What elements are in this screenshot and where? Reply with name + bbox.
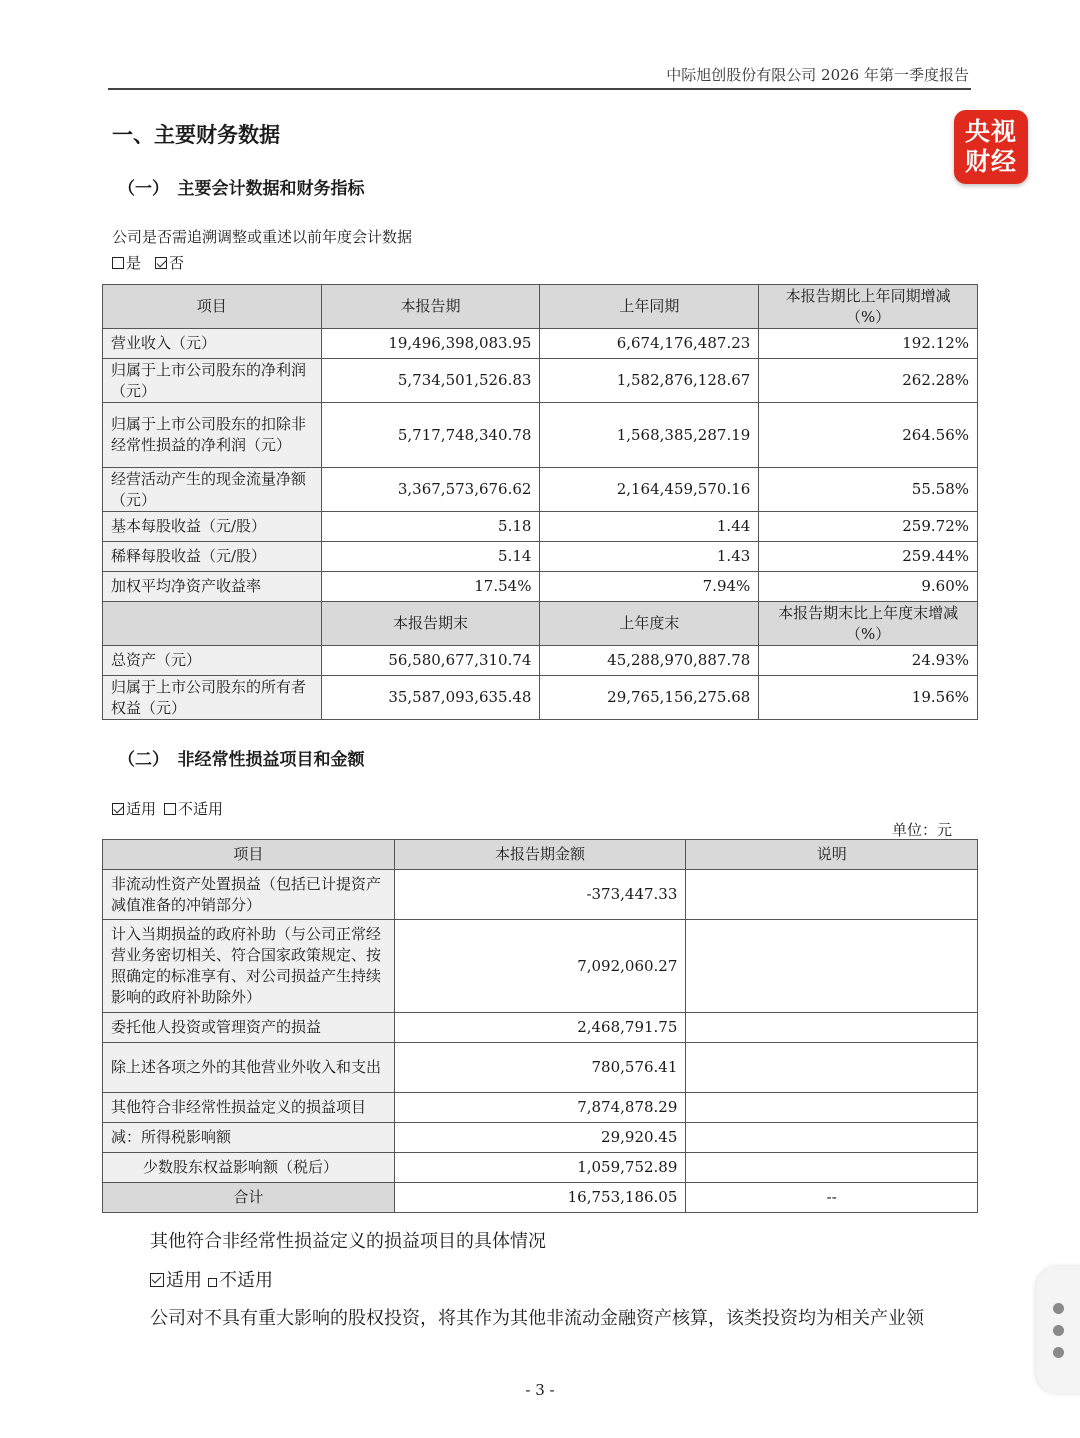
more-dot-icon xyxy=(1053,1303,1064,1314)
other-items-title: 其他符合非经常性损益定义的损益项目的具体情况 xyxy=(150,1231,546,1252)
item-note xyxy=(686,1013,978,1043)
prior-value: 7.94% xyxy=(540,572,759,602)
row-label: 加权平均净资产收益率 xyxy=(103,572,322,602)
checkbox-checked-icon xyxy=(150,1273,164,1287)
change-value: 55.58% xyxy=(759,468,978,512)
current-value: 35,587,093,635.48 xyxy=(321,676,540,720)
prior-value: 45,288,970,887.78 xyxy=(540,646,759,676)
table-row xyxy=(103,870,978,920)
item-label: 计入当期损益的政府补助（与公司正常经营业务密切相关、符合国家政策规定、按照确定的标准享有、对公司损益产生持续影响的政府补助除外） xyxy=(103,920,395,1013)
checkbox-unchecked-icon xyxy=(112,257,124,269)
table-row xyxy=(103,572,978,602)
applicability-options xyxy=(112,798,223,819)
option-yes-label: 是 xyxy=(126,254,142,272)
item-label: 其他符合非经常性损益定义的损益项目 xyxy=(103,1093,395,1123)
table-subheader-row xyxy=(103,602,978,646)
row-label: 归属于上市公司股东的净利润（元） xyxy=(103,359,322,403)
change-value: 262.28% xyxy=(759,359,978,403)
logo-line-1: 央视 xyxy=(964,117,1017,146)
item-label: 除上述各项之外的其他营业外收入和支出 xyxy=(103,1043,395,1093)
item-amount: 780,576.41 xyxy=(394,1043,686,1093)
current-value: 5,717,748,340.78 xyxy=(321,403,540,468)
table-row xyxy=(103,1123,978,1153)
checkbox-unchecked-icon xyxy=(164,803,176,815)
more-dot-icon xyxy=(1053,1347,1064,1358)
page-number: - 3 - xyxy=(525,1381,555,1399)
table-header-cell: 本报告期 xyxy=(321,285,540,329)
table-header-row xyxy=(103,840,978,870)
table-row xyxy=(103,542,978,572)
prior-value: 29,765,156,275.68 xyxy=(540,676,759,720)
change-value: 259.44% xyxy=(759,542,978,572)
table-row xyxy=(103,646,978,676)
row-label: 基本每股收益（元/股） xyxy=(103,512,322,542)
row-label: 经营活动产生的现金流量净额（元） xyxy=(103,468,322,512)
prior-value: 1.44 xyxy=(540,512,759,542)
table-row xyxy=(103,920,978,1013)
cctv-finance-logo xyxy=(954,110,1028,184)
table-header-cell: 本报告期末 xyxy=(321,602,540,646)
current-value: 5.18 xyxy=(321,512,540,542)
logo-line-2: 财经 xyxy=(964,147,1017,176)
current-value: 19,496,398,083.95 xyxy=(321,329,540,359)
table-row xyxy=(103,329,978,359)
change-value: 9.60% xyxy=(759,572,978,602)
table-row xyxy=(103,403,978,468)
prior-value: 1.43 xyxy=(540,542,759,572)
item-amount: -373,447.33 xyxy=(394,870,686,920)
more-dot-icon xyxy=(1053,1325,1064,1336)
item-amount: 7,092,060.27 xyxy=(394,920,686,1013)
change-value: 19.56% xyxy=(759,676,978,720)
total-amount: 16,753,186.05 xyxy=(394,1183,686,1213)
table-total-row xyxy=(103,1183,978,1213)
prior-value: 2,164,459,570.16 xyxy=(540,468,759,512)
subsection-heading-1: （一） 主要会计数据和财务指标 xyxy=(118,179,365,199)
item-note xyxy=(686,1093,978,1123)
option-applicable-label: 适用 xyxy=(166,1270,202,1291)
prior-value: 1,568,385,287.19 xyxy=(540,403,759,468)
current-value: 5,734,501,526.83 xyxy=(321,359,540,403)
table-header-cell: 项目 xyxy=(103,840,395,870)
item-label: 少数股东权益影响额（税后） xyxy=(103,1153,395,1183)
item-amount: 1,059,752.89 xyxy=(394,1153,686,1183)
change-value: 24.93% xyxy=(759,646,978,676)
item-note xyxy=(686,1123,978,1153)
item-note xyxy=(686,920,978,1013)
total-note: -- xyxy=(686,1183,978,1213)
table-header-cell: 本报告期比上年同期增减（%） xyxy=(759,285,978,329)
change-value: 259.72% xyxy=(759,512,978,542)
table-header-row xyxy=(103,285,978,329)
row-label: 营业收入（元） xyxy=(103,329,322,359)
table-header-cell-empty xyxy=(103,602,322,646)
table-header-cell: 说明 xyxy=(686,840,978,870)
restatement-options xyxy=(112,252,184,273)
change-value: 192.12% xyxy=(759,329,978,359)
item-label: 委托他人投资或管理资产的损益 xyxy=(103,1013,395,1043)
side-menu-handle[interactable] xyxy=(1036,1266,1080,1394)
current-value: 5.14 xyxy=(321,542,540,572)
table-header-cell: 本报告期末比上年度末增减（%） xyxy=(759,602,978,646)
other-items-paragraph: 公司对不具有重大影响的股权投资，将其作为其他非流动金融资产核算，该类投资均为相关产业领 xyxy=(150,1308,924,1329)
option-not-applicable-label: 不适用 xyxy=(219,1270,273,1291)
option-applicable-label: 适用 xyxy=(126,800,157,818)
prior-value: 1,582,876,128.67 xyxy=(540,359,759,403)
table-header-cell: 项目 xyxy=(103,285,322,329)
row-label: 稀释每股收益（元/股） xyxy=(103,542,322,572)
item-amount: 2,468,791.75 xyxy=(394,1013,686,1043)
non-recurring-items-table xyxy=(102,839,978,1213)
item-label: 减：所得税影响额 xyxy=(103,1123,395,1153)
restatement-question: 公司是否需追溯调整或重述以前年度会计数据 xyxy=(112,228,413,246)
option-no-label: 否 xyxy=(169,254,185,272)
table-header-cell: 上年同期 xyxy=(540,285,759,329)
page-header: 中际旭创股份有限公司 2026 年第一季度报告 xyxy=(666,66,969,84)
table-row xyxy=(103,512,978,542)
item-note xyxy=(686,870,978,920)
section-heading: 一、主要财务数据 xyxy=(112,122,280,147)
change-value: 264.56% xyxy=(759,403,978,468)
checkbox-checked-icon xyxy=(155,257,167,269)
option-not-applicable-label: 不适用 xyxy=(178,800,224,818)
checkbox-checked-icon xyxy=(112,803,124,815)
table-header-cell: 本报告期金额 xyxy=(394,840,686,870)
unit-label: 单位：元 xyxy=(891,821,952,839)
table-row xyxy=(103,1013,978,1043)
table-row xyxy=(103,1153,978,1183)
row-label: 归属于上市公司股东的扣除非经常性损益的净利润（元） xyxy=(103,403,322,468)
table-row xyxy=(103,1093,978,1123)
item-amount: 7,874,878.29 xyxy=(394,1093,686,1123)
table-row xyxy=(103,676,978,720)
prior-value: 6,674,176,487.23 xyxy=(540,329,759,359)
item-note xyxy=(686,1043,978,1093)
item-amount: 29,920.45 xyxy=(394,1123,686,1153)
current-value: 3,367,573,676.62 xyxy=(321,468,540,512)
total-label: 合计 xyxy=(103,1183,395,1213)
table-header-cell: 上年度末 xyxy=(540,602,759,646)
key-financial-data-table xyxy=(102,284,978,720)
table-row xyxy=(103,468,978,512)
item-note xyxy=(686,1153,978,1183)
row-label: 总资产（元） xyxy=(103,646,322,676)
header-rule xyxy=(108,88,971,90)
other-items-options xyxy=(150,1266,273,1292)
table-row xyxy=(103,1043,978,1093)
row-label: 归属于上市公司股东的所有者权益（元） xyxy=(103,676,322,720)
current-value: 17.54% xyxy=(321,572,540,602)
current-value: 56,580,677,310.74 xyxy=(321,646,540,676)
item-label: 非流动性资产处置损益（包括已计提资产减值准备的冲销部分） xyxy=(103,870,395,920)
table-row xyxy=(103,359,978,403)
checkbox-unchecked-icon xyxy=(208,1278,217,1287)
subsection-heading-2: （二） 非经常性损益项目和金额 xyxy=(118,750,365,770)
